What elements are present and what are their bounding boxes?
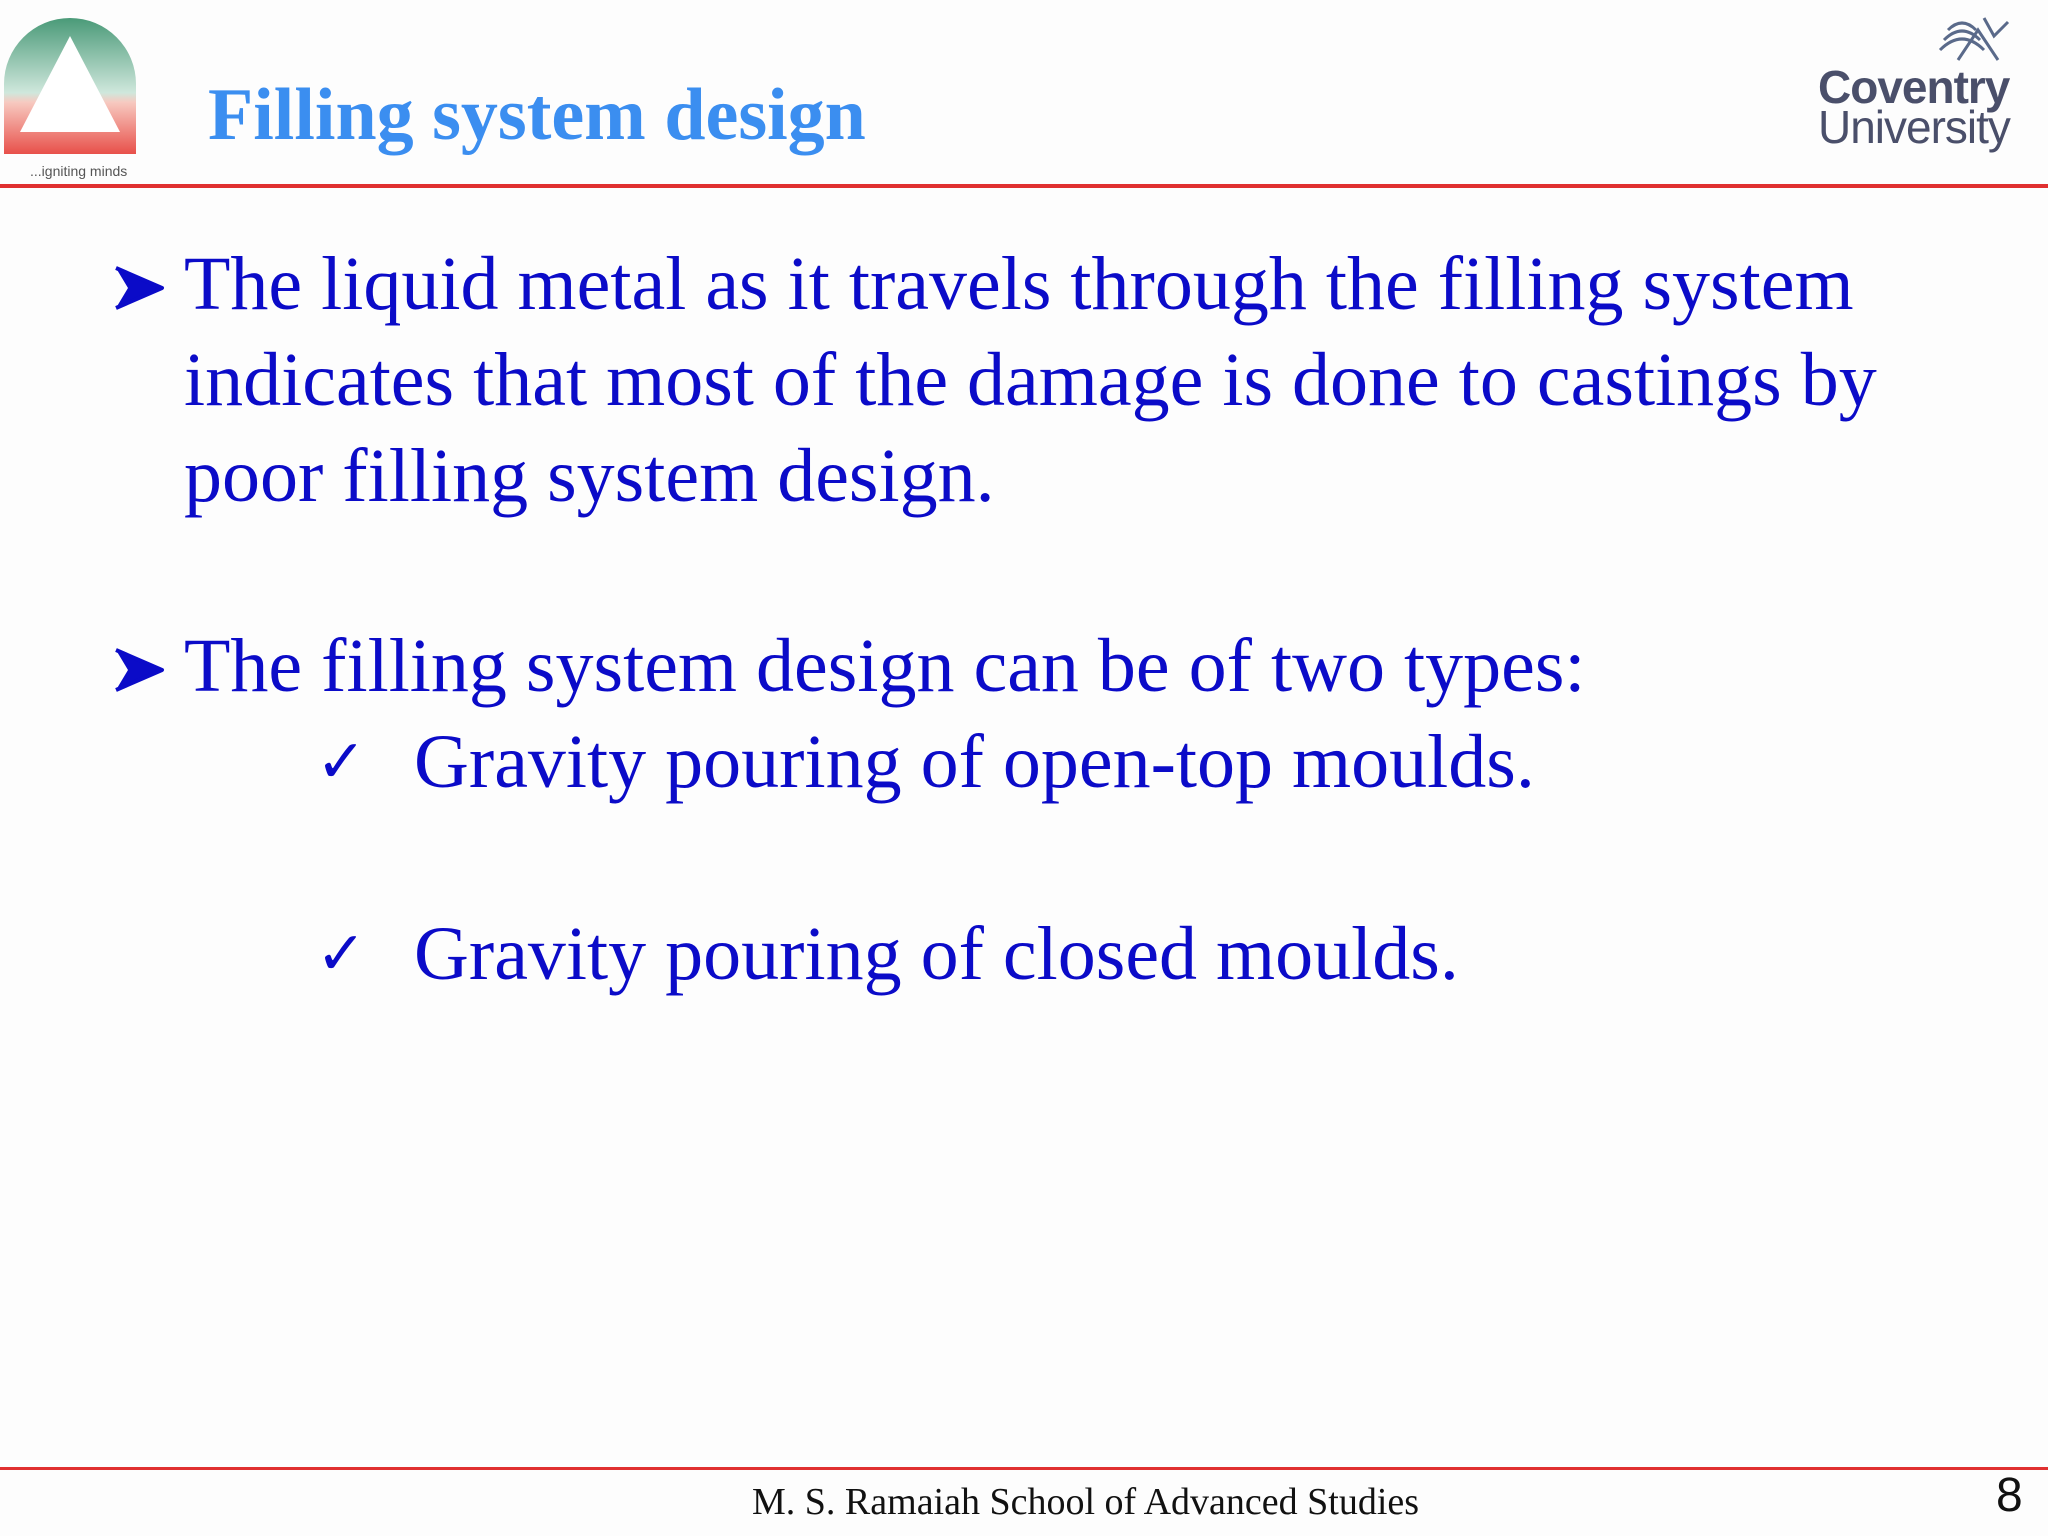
logo-line-university: University	[1818, 101, 2010, 153]
bullet-text	[184, 236, 2048, 524]
header-divider	[0, 184, 2048, 188]
bullet-text	[184, 618, 2048, 714]
checkmark-icon: ✓	[316, 727, 367, 797]
checkmark-icon: ✓	[316, 919, 367, 989]
bullet-line: indicates that most of the damage is done to castings by	[184, 338, 1877, 422]
arrow-bullet-icon	[110, 618, 180, 714]
footer-divider	[0, 1467, 2048, 1470]
sub-bullet-text: Gravity pouring of open-top moulds.	[414, 720, 1535, 804]
sub-bullet-text: Gravity pouring of closed moulds.	[414, 912, 1459, 996]
footer-institution: M. S. Ramaiah School of Advanced Studies	[752, 1481, 1420, 1523]
bullet-line: poor filling system design.	[184, 434, 995, 518]
bullet-line: The liquid metal as it travels through the filling system	[184, 242, 1854, 326]
institution-logo	[0, 14, 140, 180]
logo-line-coventry: Coventry	[1818, 61, 2010, 113]
arrow-bullet-icon	[110, 236, 180, 332]
page-number: 8	[1996, 1469, 2023, 1522]
bullet-line: The filling system design can be of two types:	[184, 624, 1586, 708]
slide-title: Filling system design	[208, 74, 866, 156]
logo-tagline: ...igniting minds	[30, 163, 128, 179]
